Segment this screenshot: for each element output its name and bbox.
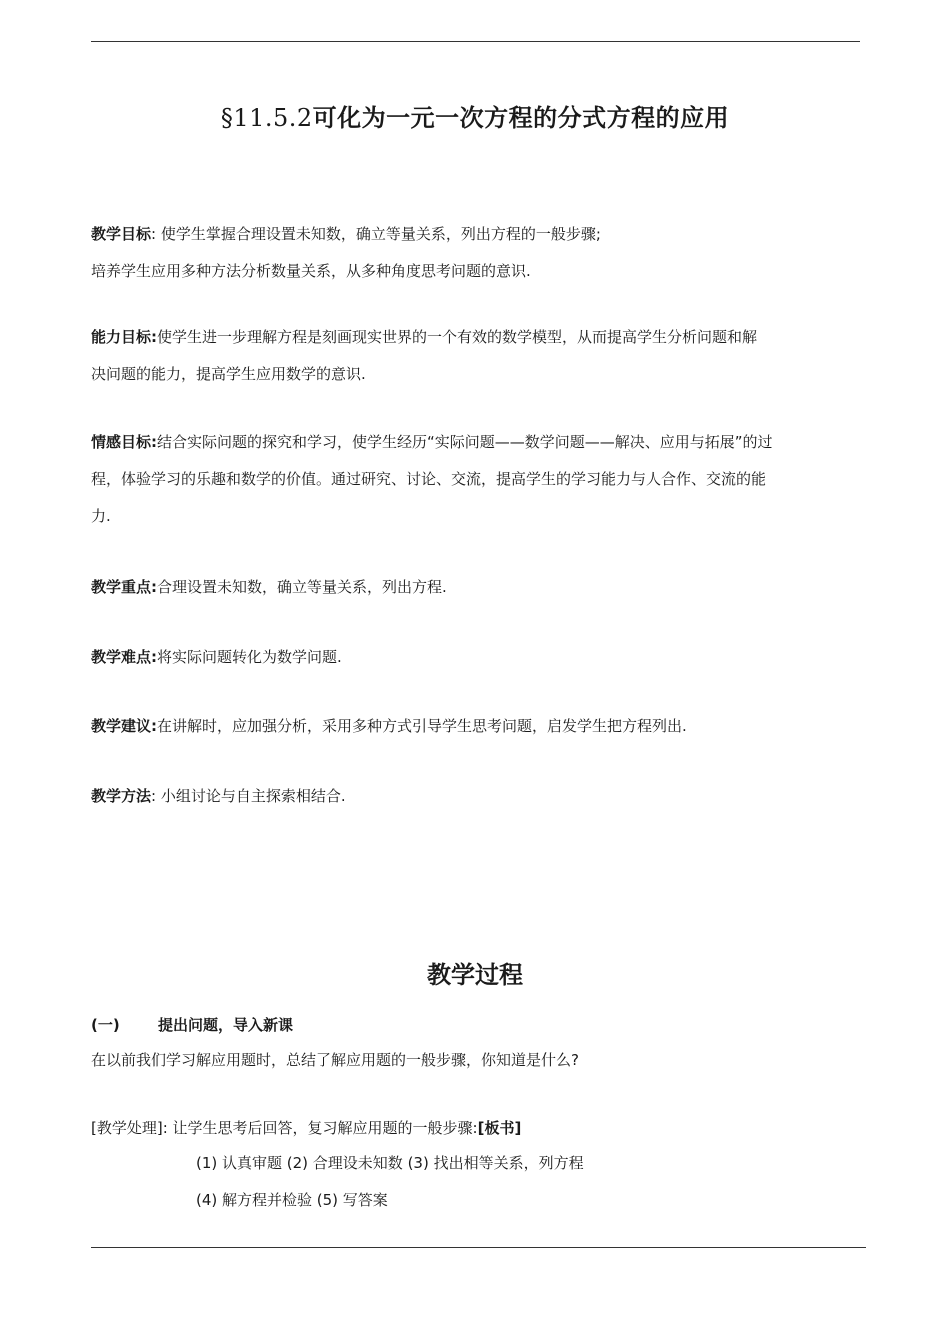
title-text: 可化为一元一次方程的分式方程的应用 [312,104,730,132]
objective-ability: 能力目标:使学生进一步理解方程是刻画现实世界的一个有效的数学模型，从而提高学生分析问题和解 决问题的能力，提高学生应用数学的意识. [91,328,758,383]
header-rule [91,41,860,42]
teaching-handling: [教学处理]: 让学生思考后回答，复习解应用题的一般步骤:[板书] [91,1119,522,1137]
section-one-heading: (一) 提出问题，导入新课 [91,1016,294,1034]
page-title [0,98,950,133]
objective-teaching: 教学目标: 使学生掌握合理设置未知数，确立等量关系，列出方程的一般步骤; 培养学生应用多种方法分析数量关系，从多种角度思考问题的意识. [91,225,601,280]
intro-question: 在以前我们学习解应用题时，总结了解应用题的一般步骤，你知道是什么? [91,1051,579,1069]
steps-line-2: (4) 解方程并检验 (5) 写答案 [196,1191,388,1209]
board-label: [板书] [477,1119,522,1137]
section-number: §11.5.2 [220,104,313,132]
objective-emotion: 情感目标:结合实际问题的探究和学习，使学生经历“实际问题——数学问题——解决、应用与拓展”的过 程，体验学习的乐趣和数学的价值。通过研究、讨论、交流，提高学生的学习能力与人合作、交流的能 力. [91,433,773,525]
steps-line-1: (1) 认真审题 (2) 合理设未知数 (3) 找出相等关系，列方程 [196,1154,584,1172]
process-heading: 教学过程 [427,961,523,989]
teaching-method: 教学方法: 小组讨论与自主探索相结合. [91,787,346,805]
teaching-focus: 教学重点:合理设置未知数，确立等量关系，列出方程. [91,578,447,596]
teaching-suggestion: 教学建议:在讲解时，应加强分析，采用多种方式引导学生思考问题，启发学生把方程列出. [91,717,687,735]
teaching-difficulty: 教学难点:将实际问题转化为数学问题. [91,648,342,666]
footer-rule [91,1247,866,1248]
